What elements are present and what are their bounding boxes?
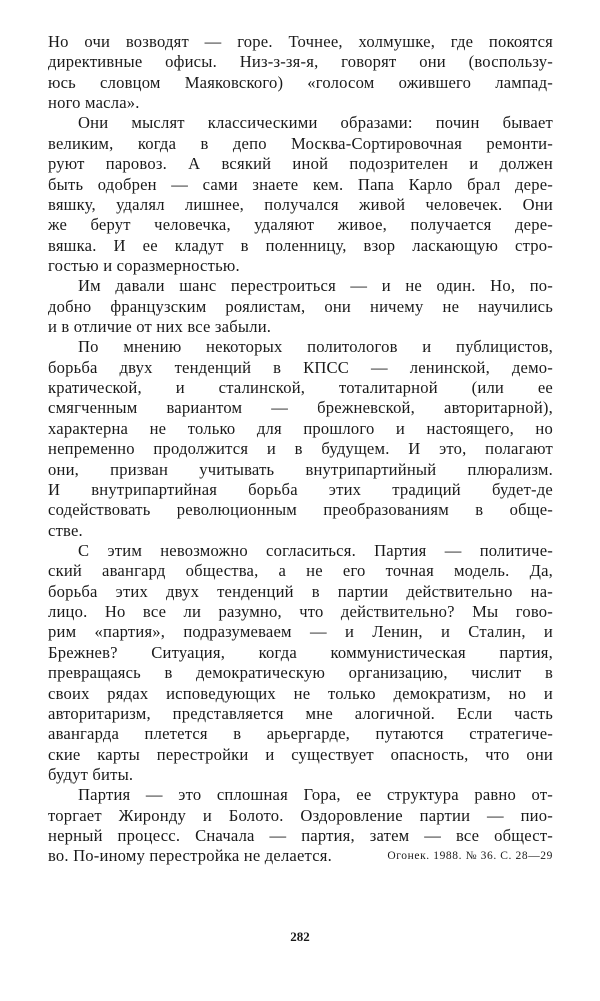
paragraph — [48, 541, 553, 785]
paragraph — [48, 32, 553, 113]
text-line: будут биты. — [48, 764, 134, 784]
text-line: стве. — [48, 520, 83, 540]
text-line: Они мыслят классическими образами: почин бывает — [78, 113, 553, 133]
page-number: 282 — [290, 929, 310, 944]
text-line: они, призван учитывать внутрипартийный плюрализм. — [48, 459, 553, 479]
text-line: борьба этих двух тенденций в партии действительно на- — [48, 581, 553, 601]
text-line: С этим невозможно согласиться. Партия — политиче- — [78, 540, 553, 560]
text-line: Партия — это сплошная Гора, ее структура равно от- — [78, 785, 553, 805]
text-line: торгает Жиронду и Болото. Оздоровление партии — пио- — [48, 805, 553, 825]
text-line: Им давали шанс перестроиться — и не один. Но, по- — [78, 276, 553, 296]
text-line: гостью и соразмерностью. — [48, 255, 240, 275]
text-line: И внутрипартийная борьба этих традиций будет-де — [48, 479, 553, 499]
text-line: непременно продолжится и в будущем. И это, полагают — [48, 439, 553, 459]
text-line: великим, когда в депо Москва-Сортировочная ремонти- — [48, 133, 553, 153]
text-line: Брежнев? Ситуация, когда коммунистическая партия, — [48, 642, 553, 662]
text-line: борьба двух тенденций в КПСС — ленинской, демо- — [48, 357, 553, 377]
text-line: кратической, и сталинской, тоталитарной (или ее — [48, 378, 553, 398]
text-line: своих рядах исповедующих не только демократизм, но и — [48, 683, 553, 703]
text-line: нерный процесс. Сначала — партия, затем — все общест- — [48, 826, 553, 846]
text-line: содействовать революционным преобразованиям в обще- — [48, 500, 553, 520]
text-line: вяшку, удалял лишнее, получался живой человечек. Они — [48, 194, 553, 214]
text-line: превращаясь в демократическую организацию, числит в — [48, 663, 553, 683]
text-line: добно французским роялистам, они ничему не научились — [48, 296, 553, 316]
paragraph — [48, 337, 553, 541]
text-line: Но очи возводят — горе. Точнее, холмушке, где покоятся — [48, 32, 553, 51]
text-line: авангарда плетется в арьергарде, путаются стратегиче- — [48, 724, 553, 744]
text-line: быть одобрен — сами знаете кем. Папа Карло брал дере- — [48, 174, 553, 194]
text-line: и в отличие от них все забыли. — [48, 317, 272, 337]
text-line: лицо. Но все ли разумно, что действительно? Мы гово- — [48, 602, 553, 622]
paragraph — [48, 276, 553, 337]
text-line: ские карты перестройки и существует опасность, что они — [48, 744, 553, 764]
text-line: юсь словцом Маяковского) «голосом ожившего лампад- — [48, 72, 553, 92]
text-line: директивные офисы. Низ-з-зя-я, говорят они (воспользу- — [48, 52, 553, 72]
text-line: смягченным вариантом — брежневской, авторитарной), — [48, 398, 553, 418]
text-line: ский авангард общества, а не его точная модель. Да, — [48, 561, 553, 581]
text-line: характерна не только для прошлого и настоящего, но — [48, 418, 553, 438]
text-line: авторитаризм, представляется мне алогичной. Если часть — [48, 703, 553, 723]
text-line: руют паровоз. А всякий иной подозрителен и должен — [48, 154, 553, 174]
source-citation: Огонек. 1988. № 36. С. 28—29 — [387, 850, 553, 862]
text-line: По мнению некоторых политологов и публицистов, — [78, 337, 553, 357]
text-line: ного масла». — [48, 93, 140, 113]
text-line: во. По-иному перестройка не делается. — [48, 846, 332, 866]
text-line: рим «партия», подразумеваем — и Ленин, и Сталин, и — [48, 622, 553, 642]
text-line: вяшка. И ее кладут в поленницу, взор ласкающую стро- — [48, 235, 553, 255]
article-body — [48, 32, 553, 867]
paragraph — [48, 113, 553, 276]
text-line: же берут человечка, удаляют живое, получается дере- — [48, 215, 553, 235]
